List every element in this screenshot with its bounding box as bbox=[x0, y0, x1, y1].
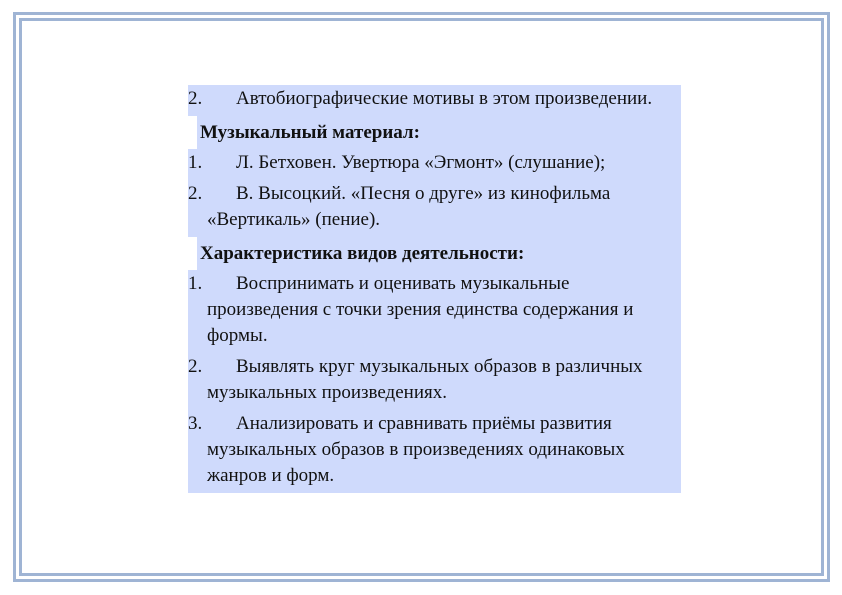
music-heading-row bbox=[188, 116, 681, 149]
list-item bbox=[188, 270, 681, 353]
music-list bbox=[188, 149, 681, 237]
list-item-text: Анализировать и сравнивать приёмы развития музыкальных образов в произведениях одинаковых жанров и форм. bbox=[207, 413, 625, 486]
list-item-text: Выявлять круг музыкальных образов в различных музыкальных произведениях. bbox=[207, 356, 643, 403]
list-item-number: 2. bbox=[188, 88, 203, 109]
list-item bbox=[188, 353, 681, 410]
list-item-text: Воспринимать и оценивать музыкальные произведения с точки зрения единства содержания и формы. bbox=[207, 273, 634, 346]
activity-list bbox=[188, 270, 681, 493]
list-item-text: В. Высоцкий. «Песня о друге» из кинофильма «Вертикаль» (пение). bbox=[207, 183, 611, 230]
list-item-number: 3. bbox=[188, 413, 203, 434]
list-item bbox=[188, 149, 681, 180]
list-item-text: Л. Бетховен. Увертюра «Эгмонт» (слушание); bbox=[236, 152, 606, 173]
top-list bbox=[188, 85, 681, 116]
activity-heading: Характеристика видов деятельности: bbox=[197, 237, 681, 270]
list-item-number: 2. bbox=[188, 356, 203, 377]
list-item-number: 1. bbox=[188, 273, 203, 294]
list-item bbox=[188, 85, 681, 116]
list-item bbox=[188, 410, 681, 493]
slide-content bbox=[188, 85, 681, 493]
list-item-number: 2. bbox=[188, 183, 203, 204]
list-item-text: Автобиографические мотивы в этом произведении. bbox=[236, 88, 653, 109]
list-item-number: 1. bbox=[188, 152, 203, 173]
list-item bbox=[188, 180, 681, 237]
activity-heading-row bbox=[188, 237, 681, 270]
music-heading: Музыкальный материал: bbox=[197, 116, 681, 149]
